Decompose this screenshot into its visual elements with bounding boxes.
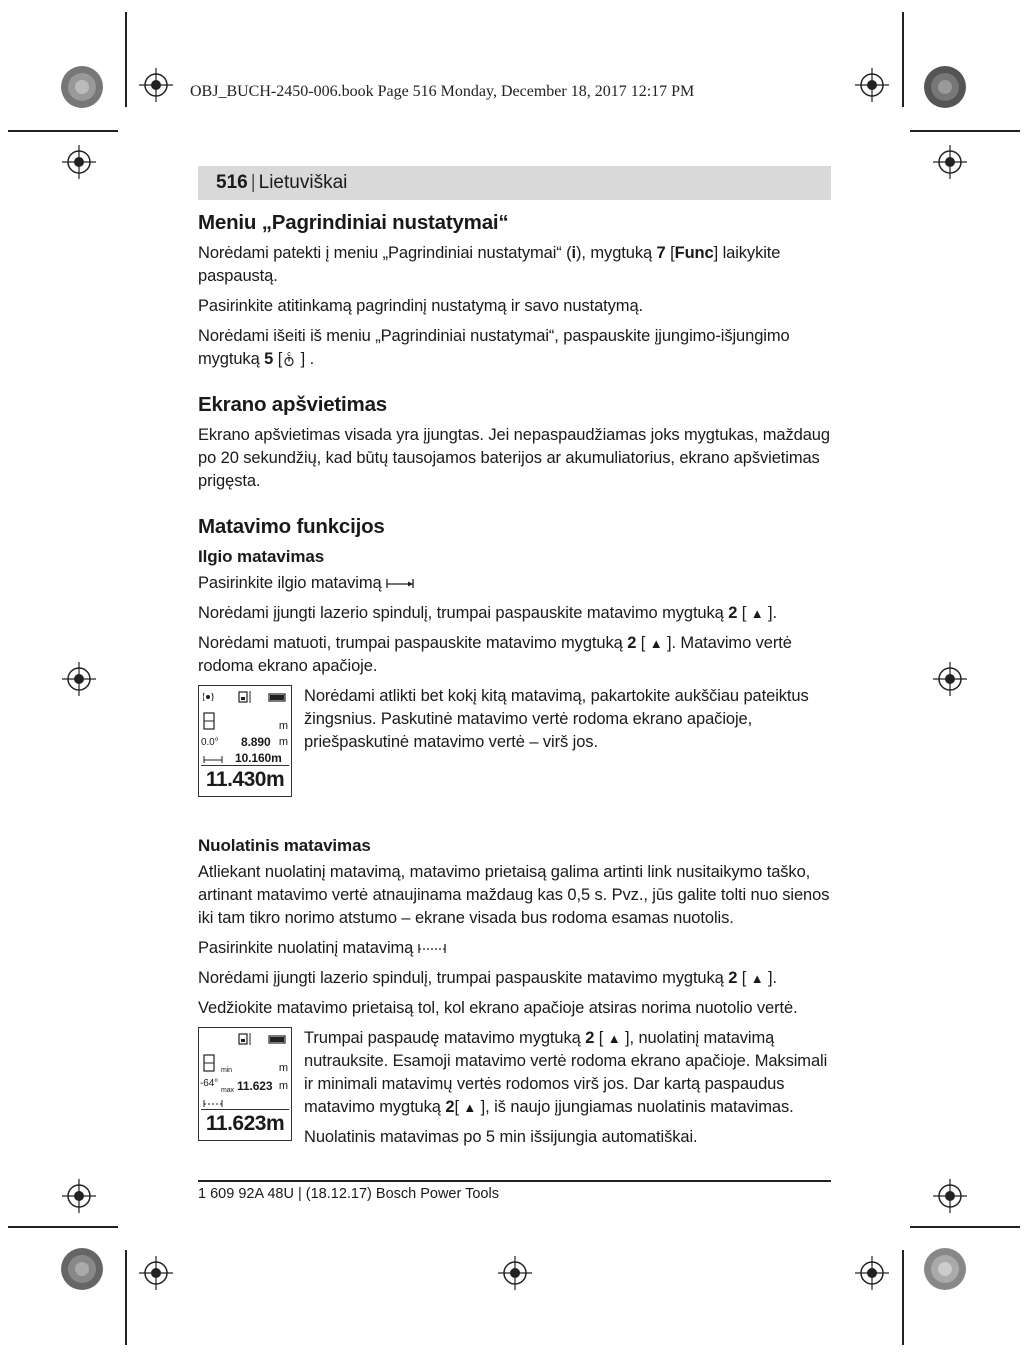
footer-rule (198, 1180, 831, 1182)
paragraph: Pasirinkite ilgio matavimą (198, 572, 831, 595)
main-content (198, 210, 831, 1164)
crop-line (8, 1226, 118, 1228)
paragraph-group (304, 1027, 831, 1156)
paragraph: Pasirinkite atitinkamą pagrindinį nustatymą ir savo nustatymą. (198, 297, 644, 315)
registration-mark-icon (933, 662, 967, 696)
section-title-basic-settings: Meniu „Pagrindiniai nustatymai“ (198, 211, 509, 234)
crop-line (902, 1250, 904, 1345)
crop-line (125, 1250, 127, 1345)
color-disc-icon (60, 1247, 104, 1291)
paragraph: Nuolatinis matavimas po 5 min išsijungia automatiškai. (304, 1128, 698, 1146)
continuous-measure-icon (418, 942, 446, 954)
display-status-icons (203, 690, 287, 704)
paragraph: Trumpai paspaudę matavimo mygtuką 2 [ ▲ ], nuolatinį matavimą nutrauksite. Esamoji matavimo vertė rodoma ekrano apačioje. Maksimali ir minimali matavimų vertės rodomos virš jos. Dar kartą paspaudus matavimo mygtuką 2[ ▲ ], iš naujo įjungiamas nuolatinis matavimas. (304, 1029, 828, 1116)
paragraph: Norėdami išeiti iš meniu „Pagrindiniai nustatymai“, paspauskite įjungimo-išjungimo mygtuką 5 [ c ] . (198, 327, 790, 368)
level-icon (203, 712, 215, 730)
crop-line (8, 130, 118, 132)
registration-mark-icon (139, 1256, 173, 1290)
display-status-icons (203, 1032, 287, 1046)
measure-button-icon: ▲ (750, 971, 764, 986)
paragraph: Norėdami įjungti lazerio spindulį, trumpai paspauskite matavimo mygtuką 2 [ ▲ ]. (198, 604, 777, 622)
paragraph: Norėdami atlikti bet kokį kitą matavimą, pakartokite aukščiau pateiktus žingsnius. Paskutinė matavimo vertė rodoma ekrano apačioje, priešpaskutinė matavimo vertė – virš jos. (304, 687, 809, 751)
paragraph: Vedžiokite matavimo prietaisą tol, kol ekrano apačioje atsiras norima nuotolio vertė. (198, 999, 798, 1017)
subsection-title-continuous: Nuolatinis matavimas (198, 836, 371, 855)
measure-button-icon: ▲ (607, 1031, 621, 1046)
power-button-icon (282, 349, 296, 367)
length-measure-icon (203, 754, 223, 764)
paragraph: Pasirinkite nuolatinį matavimą (198, 937, 831, 960)
paragraph: Norėdami patekti į meniu „Pagrindiniai nustatymai“ (i), mygtuką 7 [Func] laikykite paspaustą. (198, 244, 781, 285)
color-disc-icon (923, 65, 967, 109)
crop-line (902, 12, 904, 107)
crop-line (125, 12, 127, 107)
registration-mark-icon (62, 145, 96, 179)
svg-text:c: c (287, 351, 291, 358)
paragraph: Norėdami įjungti lazerio spindulį, trumpai paspauskite matavimo mygtuką 2 [ ▲ ]. (198, 969, 777, 987)
registration-mark-icon (498, 1256, 532, 1290)
display-main-value: 11.430m (201, 765, 289, 794)
crop-line (910, 1226, 1020, 1228)
crop-line (910, 130, 1020, 132)
footer-text: 1 609 92A 48U | (18.12.17) Bosch Power Tools (198, 1186, 499, 1202)
paragraph: Norėdami matuoti, trumpai paspauskite matavimo mygtuką 2 [ ▲ ]. Matavimo vertė rodoma ekrano apačioje. (198, 634, 792, 675)
continuous-display-row (198, 1027, 831, 1156)
measure-button-icon: ▲ (649, 636, 663, 651)
measure-button-icon: ▲ (463, 1100, 477, 1115)
registration-mark-icon (855, 1256, 889, 1290)
measure-button-icon: ▲ (750, 606, 764, 621)
level-icon (203, 1054, 215, 1072)
display-main-value: 11.623m (201, 1109, 289, 1138)
paragraph: Atliekant nuolatinį matavimą, matavimo prietaisą galima artinti link nusitaikymo taško, artinant matavimo vertė atnaujinama maždaug kas 0,5 s. Pvz., jūs galite tolti nuo sienos iki tam tikro norimo atstumo – ekrane visada bus rodoma esamas nuotolis. (198, 863, 830, 927)
subsection-title-length: Ilgio matavimas (198, 547, 325, 566)
device-display-length: m 0.0° 8.890 m 10.160m 11.430m (198, 685, 292, 797)
section-title-measuring: Matavimo funkcijos (198, 515, 385, 538)
registration-mark-icon (62, 1179, 96, 1213)
page-band (198, 166, 831, 200)
color-disc-icon (60, 65, 104, 109)
registration-mark-icon (139, 68, 173, 102)
registration-mark-icon (855, 68, 889, 102)
registration-mark-icon (62, 662, 96, 696)
page-number: 516 (216, 172, 248, 193)
length-display-row (198, 685, 831, 797)
print-header: OBJ_BUCH-2450-006.book Page 516 Monday, December 18, 2017 12:17 PM (190, 83, 695, 100)
registration-mark-icon (933, 145, 967, 179)
continuous-measure-icon (203, 1098, 223, 1108)
length-measure-icon (386, 577, 414, 589)
registration-mark-icon (933, 1179, 967, 1213)
section-title-backlight: Ekrano apšvietimas (198, 393, 387, 416)
page-language: Lietuviškai (258, 172, 348, 193)
device-display-continuous: min m -64° max 11.623 m 11.623m (198, 1027, 292, 1141)
color-disc-icon (923, 1247, 967, 1291)
band-separator: | (250, 172, 256, 193)
paragraph: Ekrano apšvietimas visada yra įjungtas. Jei nepaspaudžiamas joks mygtukas, maždaug po 20 sekundžių, kad būtų tausojamos baterijos ar akumuliatorius, ekrano apšvietimas prigęsta. (198, 426, 830, 490)
